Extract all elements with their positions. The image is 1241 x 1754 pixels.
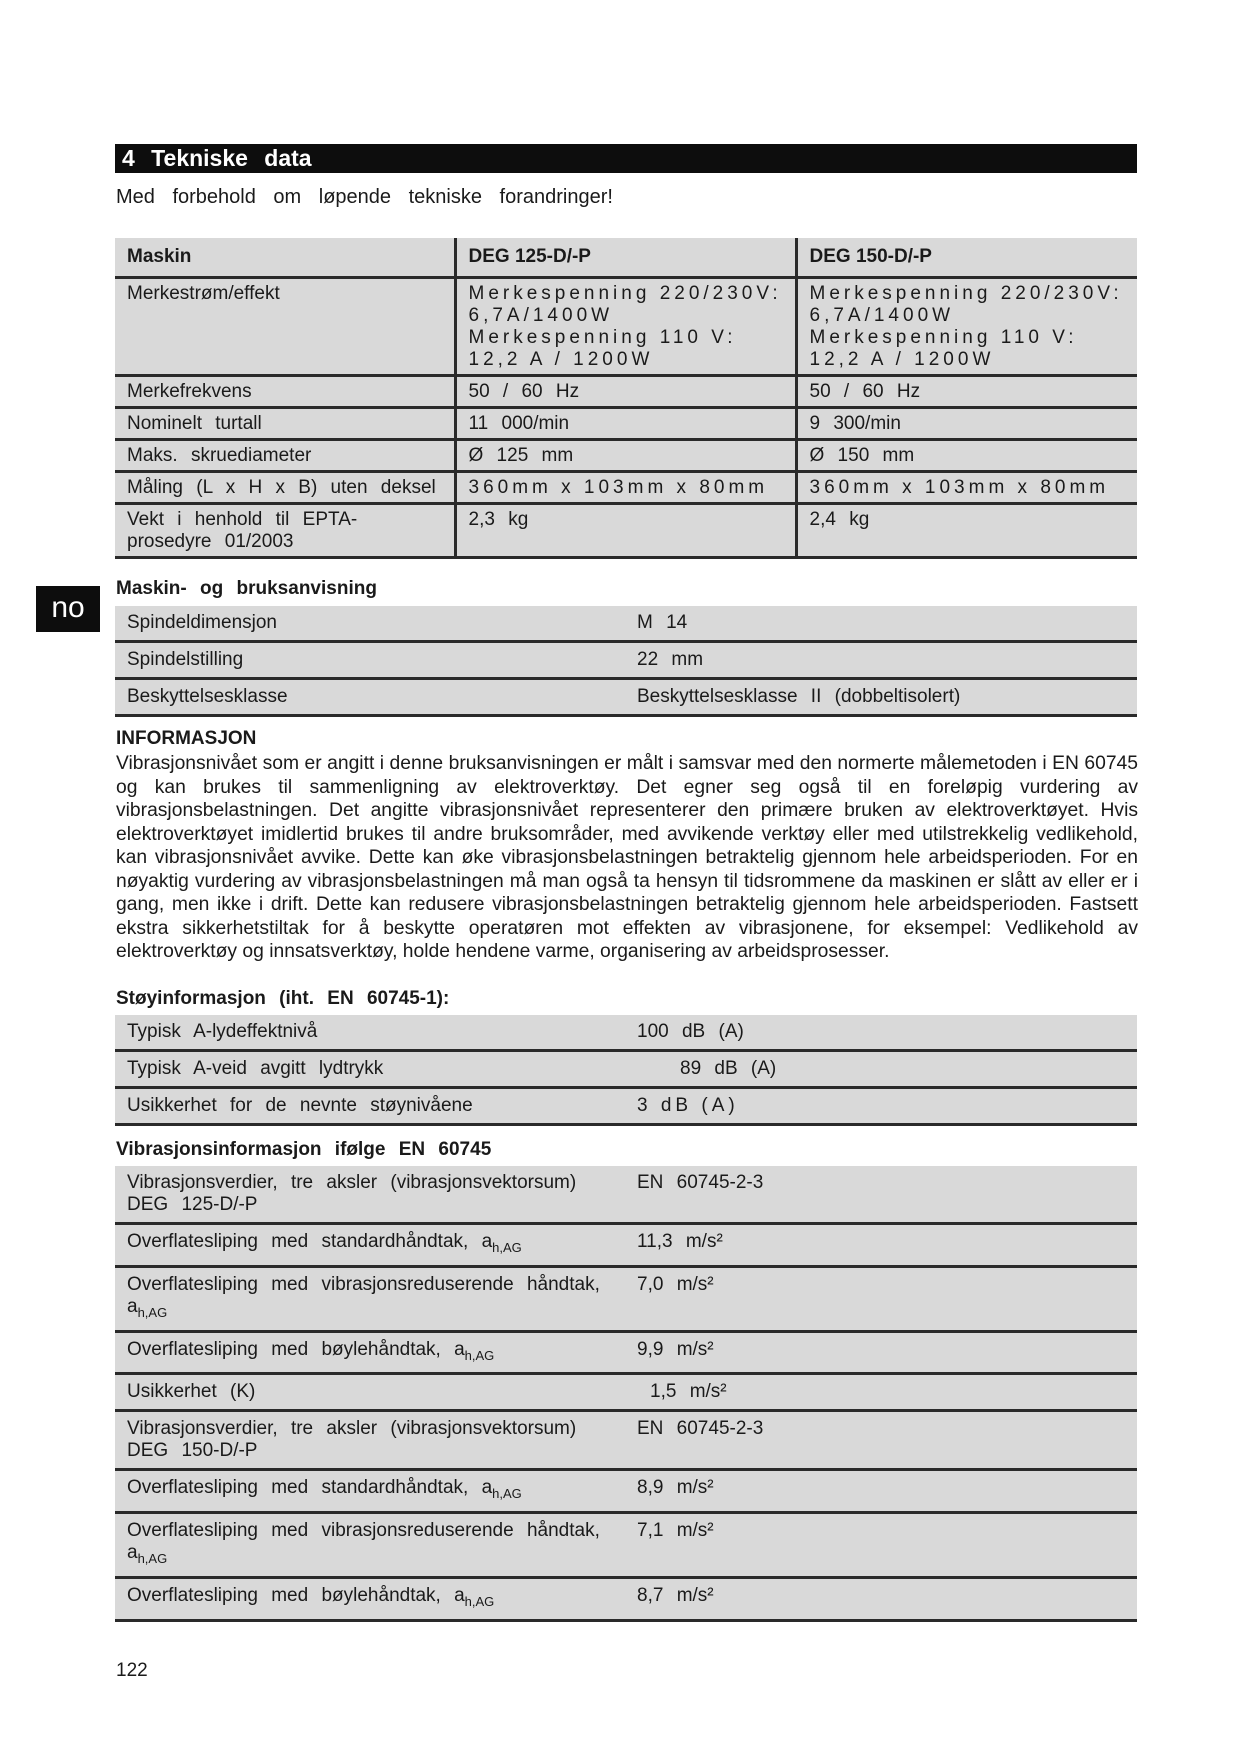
- row-label: [115, 1224, 625, 1267]
- cell-deg125: 2,3 kg: [455, 504, 796, 558]
- row-label-text: Overflatesliping med bøylehåndtak, a: [127, 1584, 465, 1606]
- header-cell: DEG 150-D/-P: [796, 238, 1137, 278]
- vibration-heading: Vibrasjonsinformasjon ifølge EN 60745: [116, 1139, 492, 1160]
- cell-deg125: 360mm x 103mm x 80mm: [455, 472, 796, 504]
- row-label: Usikkerhet for de nevnte støynivåene: [115, 1088, 625, 1125]
- sound-heading: Støyinformasjon (iht. EN 60745-1):: [116, 988, 450, 1009]
- cell-deg125: Ø 125 mm: [455, 440, 796, 472]
- row-label: Typisk A-lydeffektnivå: [115, 1015, 625, 1051]
- section-subtitle: Med forbehold om løpende tekniske forandringer!: [116, 186, 613, 208]
- row-value: EN 60745-2-3: [625, 1411, 1137, 1470]
- row-value: 9,9 m/s²: [625, 1331, 1137, 1374]
- subscript: h,AG: [137, 1550, 168, 1566]
- cell-deg150: Ø 150 mm: [796, 440, 1137, 472]
- information-text: Vibrasjonsnivået som er angitt i denne bruksanvisningen er målt i samsvar med den normerte målemetoden i EN 60745 og kan brukes til sammenligning av elektroverktøy. Det egner seg også til en foreløpig vurdering av vibrasjonsbelastningen. Det angitte vibrasjonsnivået representerer den primære bruken av elektroverktøyet. Hvis elektroverktøyet imidlertid brukes til andre bruksområder, med avvikende verktøy eller med utilstrekkelig vedlikehold, kan vibrasjonsnivået avvike. Dette kan øke vibrasjonsbelastningen betraktelig gjennom hele arbeidsperioden. For en nøyaktig vurdering av vibrasjonsbelastningen må man også ta hensyn til tidsrommene da maskinen er slått av eller er i gang, men ikke i drift. Dette kan redusere vibrasjonsbelastningen betraktelig gjennom hele arbeidsperioden. Fastsett ekstra sikkerhetstiltak for å beskytte operatøren mot effekten av vibrasjonene, for eksempel: Vedlikehold av elektroverktøy og innsatsverktøy, holde hendene varme, organisering av arbeidsprosesser.: [116, 753, 1138, 962]
- header-cell: Maskin: [115, 238, 455, 278]
- row-value: 3 dB (A): [625, 1088, 1137, 1125]
- subscript: h,AG: [492, 1239, 522, 1255]
- row-value: 22 mm: [625, 642, 1137, 679]
- cell-deg150: 360mm x 103mm x 80mm: [796, 472, 1137, 504]
- subscript: h,AG: [464, 1593, 495, 1609]
- table-row: [115, 408, 1137, 440]
- section-title: 4 Tekniske data: [115, 144, 1137, 173]
- row-label-text: Overflatesliping med vibrasjonsreduserende håndtak, a: [127, 1273, 600, 1317]
- table-row: [115, 1266, 1137, 1331]
- row-label: Typisk A-veid avgitt lydtrykk: [115, 1051, 625, 1088]
- table-row: [115, 1331, 1137, 1374]
- row-value: 1,5 m/s²: [625, 1374, 1137, 1411]
- row-label: Nominelt turtall: [115, 408, 455, 440]
- cell-deg150: Merkespenning 220/230V: 6,7A/1400W Merkespenning 110 V: 12,2 A / 1200W: [796, 278, 1137, 376]
- table-row: [115, 504, 1137, 558]
- information-heading: INFORMASJON: [116, 728, 257, 749]
- row-value: Beskyttelsesklasse II (dobbeltisolert): [625, 679, 1137, 716]
- row-label: Maks. skruediameter: [115, 440, 455, 472]
- subscript: h,AG: [137, 1304, 168, 1320]
- row-label: Måling (L x H x B) uten deksel: [115, 472, 455, 504]
- row-label: [115, 1577, 625, 1620]
- row-value: 8,9 m/s²: [625, 1470, 1137, 1513]
- header-cell: DEG 125-D/-P: [455, 238, 796, 278]
- row-label: Vibrasjonsverdier, tre aksler (vibrasjonsvektorsum) DEG 150-D/-P: [115, 1411, 625, 1470]
- cell-deg150: 50 / 60 Hz: [796, 376, 1137, 408]
- table-row: [115, 606, 1137, 642]
- subscript: h,AG: [464, 1347, 495, 1363]
- page-number: 122: [116, 1660, 148, 1681]
- subscript: h,AG: [492, 1486, 522, 1502]
- row-value: 8,7 m/s²: [625, 1577, 1137, 1620]
- row-label: Spindelstilling: [115, 642, 625, 679]
- table-row: [115, 1166, 1137, 1224]
- row-label: Vibrasjonsverdier, tre aksler (vibrasjonsvektorsum) DEG 125-D/-P: [115, 1166, 625, 1224]
- cell-deg125: Merkespenning 220/230V: 6,7A/1400W Merkespenning 110 V: 12,2 A / 1200W: [455, 278, 796, 376]
- vibration-table: [115, 1166, 1137, 1622]
- row-label: [115, 1331, 625, 1374]
- row-value: 89 dB (A): [625, 1051, 1137, 1088]
- table-row: [115, 376, 1137, 408]
- row-label: [115, 1470, 625, 1513]
- table-row: [115, 1088, 1137, 1125]
- row-label-text: Overflatesliping med bøylehåndtak, a: [127, 1338, 465, 1360]
- table-row: [115, 278, 1137, 376]
- row-value: 7,1 m/s²: [625, 1513, 1137, 1578]
- table-row: [115, 472, 1137, 504]
- row-value: 11,3 m/s²: [625, 1224, 1137, 1267]
- row-label: Spindeldimensjon: [115, 606, 625, 642]
- spindle-table: [115, 606, 1137, 717]
- row-value: M 14: [625, 606, 1137, 642]
- table-row: [115, 1470, 1137, 1513]
- row-label: [115, 1513, 625, 1578]
- table-row: [115, 1513, 1137, 1578]
- cell-deg125: 50 / 60 Hz: [455, 376, 796, 408]
- spindle-heading: Maskin- og bruksanvisning: [116, 578, 377, 599]
- table-row: [115, 642, 1137, 679]
- row-value: 100 dB (A): [625, 1015, 1137, 1051]
- row-label-text: Overflatesliping med standardhåndtak, a: [127, 1477, 493, 1499]
- table-row: [115, 440, 1137, 472]
- cell-deg150: 9 300/min: [796, 408, 1137, 440]
- table-header-row: [115, 238, 1137, 278]
- table-row: [115, 1224, 1137, 1267]
- row-label-text: Overflatesliping med vibrasjonsreduserende håndtak, a: [127, 1520, 600, 1564]
- table-row: [115, 1411, 1137, 1470]
- row-value: EN 60745-2-3: [625, 1166, 1137, 1224]
- row-label-text: Overflatesliping med standardhåndtak, a: [127, 1231, 493, 1252]
- cell-deg125: 11 000/min: [455, 408, 796, 440]
- row-label: Vekt i henhold til EPTA-prosedyre 01/2003: [115, 504, 455, 558]
- table-row: [115, 1577, 1137, 1620]
- row-label: Usikkerhet (K): [115, 1374, 625, 1411]
- table-row: [115, 1051, 1137, 1088]
- row-label: Merkestrøm/effekt: [115, 278, 455, 376]
- sound-table: [115, 1015, 1137, 1126]
- row-value: 7,0 m/s²: [625, 1266, 1137, 1331]
- cell-deg150: 2,4 kg: [796, 504, 1137, 558]
- language-tab: no: [36, 586, 100, 632]
- row-label: Beskyttelsesklasse: [115, 679, 625, 716]
- row-label: [115, 1266, 625, 1331]
- table-row: [115, 1015, 1137, 1051]
- technical-data-table: [115, 238, 1137, 559]
- table-row: [115, 679, 1137, 716]
- row-label: Merkefrekvens: [115, 376, 455, 408]
- table-row: [115, 1374, 1137, 1411]
